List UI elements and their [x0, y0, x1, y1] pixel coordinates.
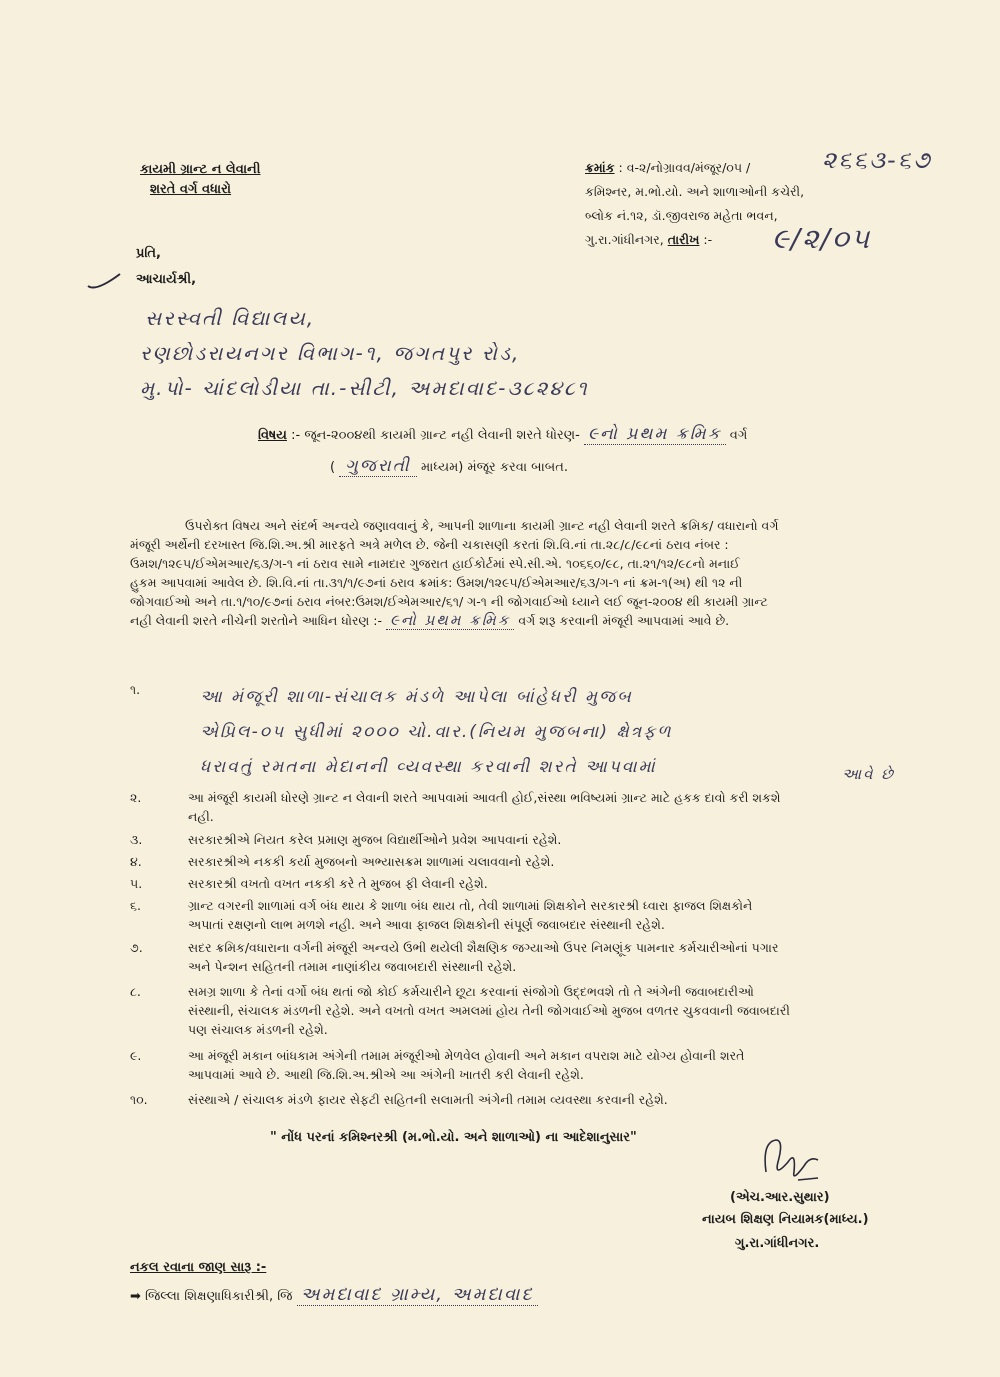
- office-line2: બ્લોક નં.૧૨, ડૉ.જીવરાજ મહેતા ભવન,: [585, 208, 778, 223]
- address-hand-line2: રણછોડરાયનગર વિભાગ-૧, જગતપુર રોડ,: [140, 341, 521, 365]
- condition-text: [188, 938, 918, 976]
- copy-to-row: [130, 1284, 538, 1305]
- condition-text: [188, 788, 918, 826]
- condition-line: પણ સંચાલક મંડળની રહેશે.: [188, 1022, 328, 1037]
- condition-number: ૯.: [130, 1048, 142, 1063]
- condition-number: ૭.: [130, 940, 143, 955]
- subject-label: વિષય: [258, 428, 287, 443]
- condition-text: [188, 1046, 918, 1084]
- condition-text: [188, 982, 918, 1039]
- condition-number: ૨.: [130, 790, 142, 805]
- body-line: મંજૂરી અર્થેની દરખાસ્ત જિ.શિ.અ.શ્રી મારફતે અત્રે મળેલ છે. જેની ચકાસણી કરતાં શિ.વિ.નાં તા.૨૮/૮/૯૮નાં ઠરાવ નંબર :: [130, 537, 729, 552]
- body-line: ઉપરોક્ત વિષય અને સંદર્ભ અન્વયે જણાવવાનું કે, આપની શાળાના કાયમી ગ્રાન્ટ નહી લેવાની શરતે ક્રમિક/ વધારાનો વર્ગ: [185, 518, 779, 533]
- condition-text: [200, 680, 930, 785]
- condition-number: ૮.: [130, 984, 141, 999]
- date-separator: :-: [703, 232, 713, 247]
- body-tail: વર્ગ શરૂ કરવાની મંજૂરી આપવામાં આવે છે.: [518, 613, 730, 628]
- condition-text: [188, 852, 918, 871]
- condition-line: ગ્રાન્ટ વગરની શાળામાં વર્ગ બંધ થાય કે શાળા બંધ થાય તો, તેવી શાળામાં શિક્ષકોને સરકારશ્રી ધ્વારા ફાજલ શિક્ષકોને: [188, 898, 753, 913]
- body-hand: ૯નો પ્રથમ ક્રમિક: [386, 611, 514, 630]
- signatory-name: (એચ.આર.સુથાર): [730, 1190, 830, 1205]
- condition-hand-line: એપ્રિલ-૦૫ સુધીમાં ૨૦૦૦ ચો.વાર.(નિયમ મુજબના) ક્ષેત્રફળ: [200, 722, 673, 742]
- condition-line: અપાતાં રક્ષણનો લાભ મળશે નહી. અને આવા ફાજલ શિક્ષકોની સંપૂર્ણ જવાબદાર સંસ્થાની રહેશે.: [188, 917, 665, 932]
- date-label: તારીખ: [667, 232, 700, 247]
- tick-mark: [86, 270, 122, 292]
- office-line3-date: [585, 232, 712, 248]
- condition-text: [188, 896, 918, 934]
- subject-paren-open: (: [330, 460, 336, 475]
- header-left-line2: શરતે વર્ગ વધારો: [150, 182, 232, 197]
- kramank-handwritten: ૨૬૬૩-૬૭: [822, 146, 932, 174]
- body-paragraph: [130, 516, 910, 630]
- condition-line: આ મંજૂરી કાયમી ધોરણે ગ્રાન્ટ ન લેવાની શરતે આપવામાં આવતી હોઈ,સંસ્થા ભવિષ્યમાં ગ્રાન્ટ માટે હકક દાવો કરી શકશે: [188, 790, 781, 805]
- address-hand-line1: સરસ્વતી વિદ્યાલય,: [145, 306, 316, 330]
- arrow-icon: ➡: [130, 1289, 141, 1304]
- condition-number: ૩.: [130, 832, 143, 847]
- subject-row2: [330, 456, 568, 476]
- subject-separator: :-: [291, 428, 301, 443]
- copy-to-hand: અમદાવાદ ગ્રામ્ય, અમદાવાદ: [297, 1284, 538, 1306]
- prati-label: પ્રતિ,: [136, 246, 161, 261]
- body-line: નહી લેવાની શરતે નીચેની શરતોને આધિન ધોરણ :-: [130, 613, 383, 628]
- address-hand-line3: મુ.પો- ચાંદલોડીયા તા.-સીટી, અમદાવાદ-૩૮૨૪૮૧: [140, 376, 589, 400]
- condition-line: નહી.: [188, 809, 214, 824]
- condition-number: ૪.: [130, 854, 142, 869]
- body-line: હુકમ આપવામાં આવેલ છે. શિ.વિ.નાં તા.૩૧/૧/૯૭નાં ઠરાવ ક્રમાંક: ઉમશ/૧૨૯૫/ઈએમઆર/૬૩/ગ-૧ નાં ક્રમ-૧(અ) થી ૧૨ ની: [130, 575, 743, 590]
- order-note: " નોંધ પરનાં કમિશ્નરશ્રી (મ.ભો.યો. અને શાળાઓ) ના આદેશાનુસાર": [270, 1130, 637, 1145]
- signature-scribble: [758, 1132, 828, 1190]
- body-line: ઉમશ/૧૨૯૫/ઈએમઆર/૬૩/ગ-૧ નાં ઠરાવ સામે નામદાર ગુજરાત હાઈકોર્ટમાં સ્પે.સી.એ. ૧૦૬૬૦/૯૮, તા.૨૧/૧૨/૯૮નો મનાઈ: [130, 556, 740, 571]
- condition-line: સદર ક્રમિક/વધારાના વર્ગની મંજૂરી અન્વયે ઉભી થયેલી શૈક્ષણિક જગ્યાઓ ઉપર નિમણૂંક પામનાર કર્મચારીઓનાં પગાર: [188, 940, 779, 955]
- copy-to-recipient: જિલ્લા શિક્ષણાધિકારીશ્રી, જિ: [145, 1289, 293, 1304]
- condition-text: [188, 1090, 918, 1109]
- copy-to-heading: નકલ રવાના જાણ સારૂ :-: [130, 1260, 267, 1275]
- subject-hand1: ૯નો પ્રથમ ક્રમિક: [584, 424, 726, 445]
- condition-number: ૬.: [130, 898, 141, 913]
- body-line-last: [130, 611, 910, 630]
- condition-line: સરકારશ્રીએ નિયત કરેલ પ્રમાણ મુજબ વિદ્યાર્થીઓને પ્રવેશ આપવાનાં રહેશે.: [188, 832, 562, 847]
- subject-text2: વર્ગ: [729, 428, 748, 443]
- subject-text3: માધ્યમ) મંજૂર કરવા બાબત.: [420, 460, 568, 475]
- date-handwritten: ૯/૨/૦૫: [772, 222, 872, 255]
- subject-row1: [258, 424, 747, 444]
- body-line: જોગવાઈઓ અને તા.૧/૧૦/૯૭નાં ઠરાવ નંબર:ઉમશ/ઈએમઆર/૬૧/ ગ-૧ ની જોગવાઈઓ ધ્યાને લઈ જૂન-૨૦૦૪ થી કાયમી ગ્રાન્ટ: [130, 594, 768, 609]
- condition-hand-line: ધરાવતું રમતના મેદાનની વ્યવસ્થા કરવાની શરતે આપવામાં: [200, 757, 657, 777]
- condition-item-1: [130, 680, 920, 790]
- condition-text: [188, 830, 918, 849]
- kramank-label: ક્રમાંક: [585, 160, 615, 175]
- kramank-value: : વ-૨/નોગ્રાવવ/મંજૂર/૦૫ /: [618, 160, 751, 175]
- condition-text: [188, 874, 918, 893]
- condition-number: ૫.: [130, 876, 143, 891]
- condition-line: સમગ્ર શાળા કે તેનાં વર્ગો બંધ થતાં જો કોઈ કર્મચારીને છૂટા કરવાનાં સંજોગો ઉદ્દભવશે તો તે અંગેની જવાબદારીઓ: [188, 984, 754, 999]
- condition-number: ૧૦.: [130, 1092, 148, 1107]
- signatory-designation: નાયબ શિક્ષણ નિયામક(માધ્ય.): [702, 1212, 869, 1227]
- office-line3: ગુ.રા.ગાંધીનગર,: [585, 232, 664, 247]
- kramank-row: [585, 160, 750, 176]
- condition-number: ૧.: [130, 682, 141, 697]
- subject-text1: જૂન-૨૦૦૪થી કાયમી ગ્રાન્ટ નહી લેવાની શરતે ધોરણ-: [304, 428, 580, 443]
- condition-line: સરકારશ્રીએ નકકી કર્યા મુજબનો અભ્યાસક્રમ શાળામાં ચલાવવાનો રહેશે.: [188, 854, 555, 869]
- office-line1: કમિશ્નર, મ.ભો.યો. અને શાળાઓની કચેરી,: [585, 184, 805, 199]
- signatory-place: ગુ.રા.ગાંધીનગર.: [735, 1236, 820, 1251]
- condition-hand-line: આ મંજૂરી શાળા-સંચાલક મંડળે આપેલા બાંહેધરી મુજબ: [200, 687, 633, 707]
- condition-line: આ મંજૂરી મકાન બાંધકામ અંગેની તમામ મંજૂરીઓ મેળવેલ હોવાની અને મકાન વપરાશ માટે યોગ્ય હોવાની શરતે: [188, 1048, 745, 1063]
- condition-line: આપવામાં આવે છે. આથી જિ.શિ.અ.શ્રીએ આ અંગેની ખાતરી કરી લેવાની રહેશે.: [188, 1067, 584, 1082]
- condition-line: અને પેન્શન સહિતની તમામ નાણાંકીય જવાબદારી સંસ્થાની રહેશે.: [188, 959, 517, 974]
- condition-hand-tail: આવે છે: [842, 765, 895, 783]
- header-left-line1: કાયમી ગ્રાન્ટ ન લેવાની: [140, 162, 261, 177]
- condition-line: સંસ્થાએ / સંચાલક મંડળે ફાયર સેફટી સહિતની સલામતી અંગેની તમામ વ્યવસ્થા કરવાની રહેશે.: [188, 1092, 668, 1107]
- condition-line: સરકારશ્રી વખતો વખત નકકી કરે તે મુજબ ફી લેવાની રહેશે.: [188, 876, 488, 891]
- acharya-label: આચાર્યશ્રી,: [136, 272, 197, 287]
- condition-line: સંસ્થાની, સંચાલક મંડળની રહેશે. અને વખતો વખત અમલમાં હોય તેની જોગવાઈઓ મુજબ વળતર ચુકવવાની જવાબદારી: [188, 1003, 790, 1018]
- subject-hand2: ગુજરાતી: [339, 456, 417, 477]
